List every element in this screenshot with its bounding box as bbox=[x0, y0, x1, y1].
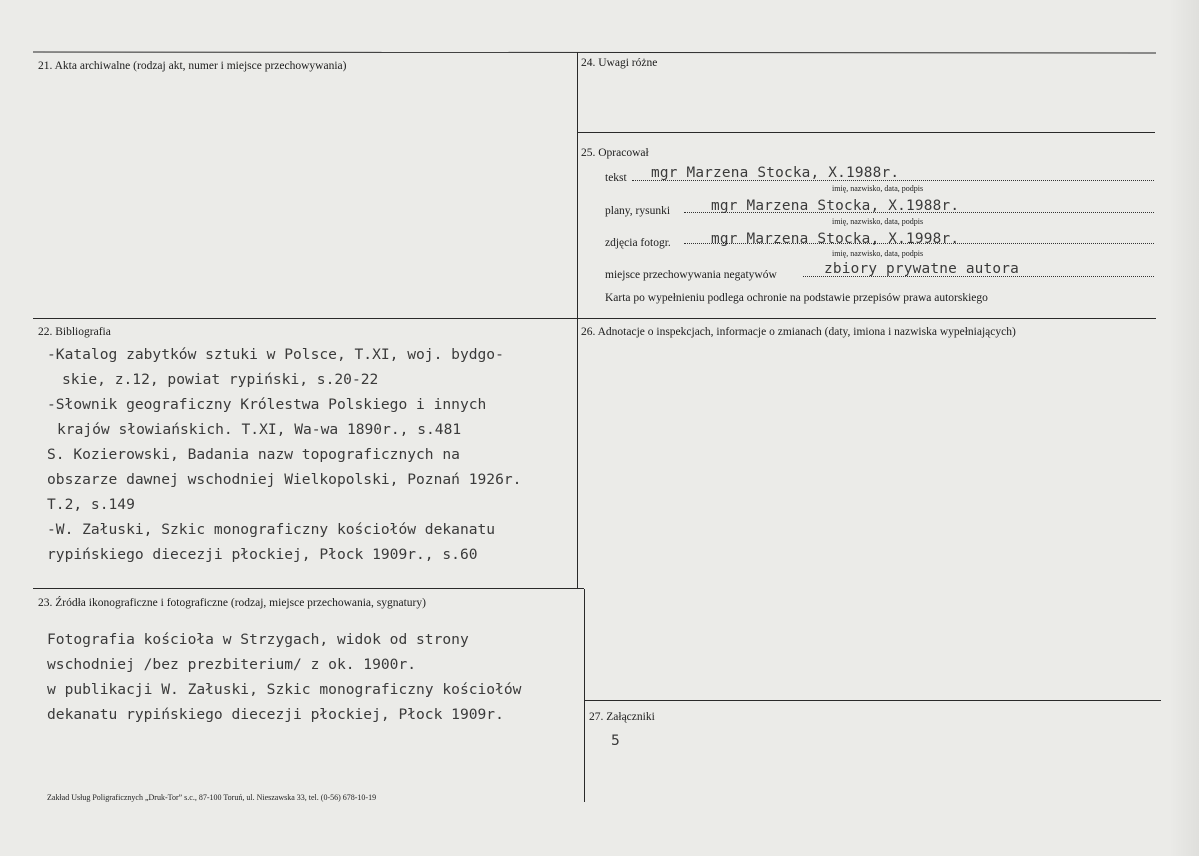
row-tekst-caption: imię, nazwisko, data, podpis bbox=[832, 184, 924, 193]
bibliography-line: krajów słowiańskich. T.XI, Wa-wa 1890r., s.481 bbox=[57, 421, 462, 438]
printer-imprint: Zakład Usług Poligraficznych „Druk-Tor” s.c., 87-100 Toruń, ul. Nieszawska 33, tel. (0-56) 678-10-19 bbox=[47, 793, 377, 802]
row-tekst-value: mgr Marzena Stocka, X.1988r. bbox=[651, 165, 900, 181]
row-negatywy-value: zbiory prywatne autora bbox=[824, 261, 1020, 277]
attachments-count: 5 bbox=[611, 732, 620, 749]
bibliography-line: S. Kozierowski, Badania nazw topograficznych na bbox=[47, 446, 460, 463]
section-23-label: 23. Źródła ikonograficzne i fotograficzne (rodzaj, miejsce przechowania, sygnatury) bbox=[38, 597, 426, 609]
divider-vertical-lower bbox=[584, 589, 585, 802]
bibliography-line: rypińskiego diecezji płockiej, Płock 1909r., s.60 bbox=[47, 546, 478, 563]
bibliography-line: -W. Załuski, Szkic monograficzny kościołów dekanatu bbox=[47, 521, 496, 538]
row-zdjecia-label: zdjęcia fotogr. bbox=[605, 237, 671, 249]
top-rule bbox=[33, 52, 1156, 54]
rule-26-27 bbox=[584, 700, 1161, 701]
paper-shading bbox=[1169, 0, 1199, 856]
copyright-note: Karta po wypełnieniu podlega ochronie na podstawie przepisów prawa autorskiego bbox=[605, 292, 988, 304]
row-plany-value: mgr Marzena Stocka, X.1988r. bbox=[711, 198, 960, 214]
sources-line: dekanatu rypińskiego diecezji płockiej, Płock 1909r. bbox=[47, 706, 504, 723]
section-22-label: 22. Bibliografia bbox=[38, 326, 111, 338]
sources-line: w publikacji W. Załuski, Szkic monograficzny kościołów bbox=[47, 681, 522, 698]
section-21-label: 21. Akta archiwalne (rodzaj akt, numer i miejsce przechowywania) bbox=[38, 60, 347, 72]
sources-line: wschodniej /bez prezbiterium/ z ok. 1900r. bbox=[47, 656, 417, 673]
section-26-label: 26. Adnotacje o inspekcjach, informacje o zmianach (daty, imiona i nazwiska wypełniających) bbox=[581, 326, 1016, 338]
row-plany-label: plany, rysunki bbox=[605, 205, 671, 217]
section-24-label: 24. Uwagi różne bbox=[581, 57, 658, 69]
row-tekst-label: tekst bbox=[605, 172, 627, 184]
bibliography-line: -Słownik geograficzny Królestwa Polskiego i innych bbox=[47, 396, 487, 413]
row-negatywy-label: miejsce przechowywania negatywów bbox=[605, 269, 777, 281]
bibliography-line: T.2, s.149 bbox=[47, 496, 135, 513]
sources-line: Fotografia kościoła w Strzygach, widok od strony bbox=[47, 631, 469, 648]
bibliography-line: obszarze dawnej wschodniej Wielkopolski, Poznań 1926r. bbox=[47, 471, 522, 488]
rule-21-22 bbox=[33, 318, 1156, 319]
row-zdjecia-caption: imię, nazwisko, data, podpis bbox=[832, 249, 924, 258]
section-27-label: 27. Załączniki bbox=[589, 711, 655, 723]
rule-22-23 bbox=[33, 588, 584, 589]
row-zdjecia-value: mgr Marzena Stocka, X.1998r. bbox=[711, 231, 960, 247]
bibliography-line: skie, z.12, powiat rypiński, s.20-22 bbox=[62, 371, 379, 388]
section-25-label: 25. Opracował bbox=[581, 147, 649, 159]
bibliography-line: -Katalog zabytków sztuki w Polsce, T.XI, woj. bydgo- bbox=[47, 346, 504, 363]
rule-24-25 bbox=[577, 132, 1155, 133]
row-plany-caption: imię, nazwisko, data, podpis bbox=[832, 217, 924, 226]
